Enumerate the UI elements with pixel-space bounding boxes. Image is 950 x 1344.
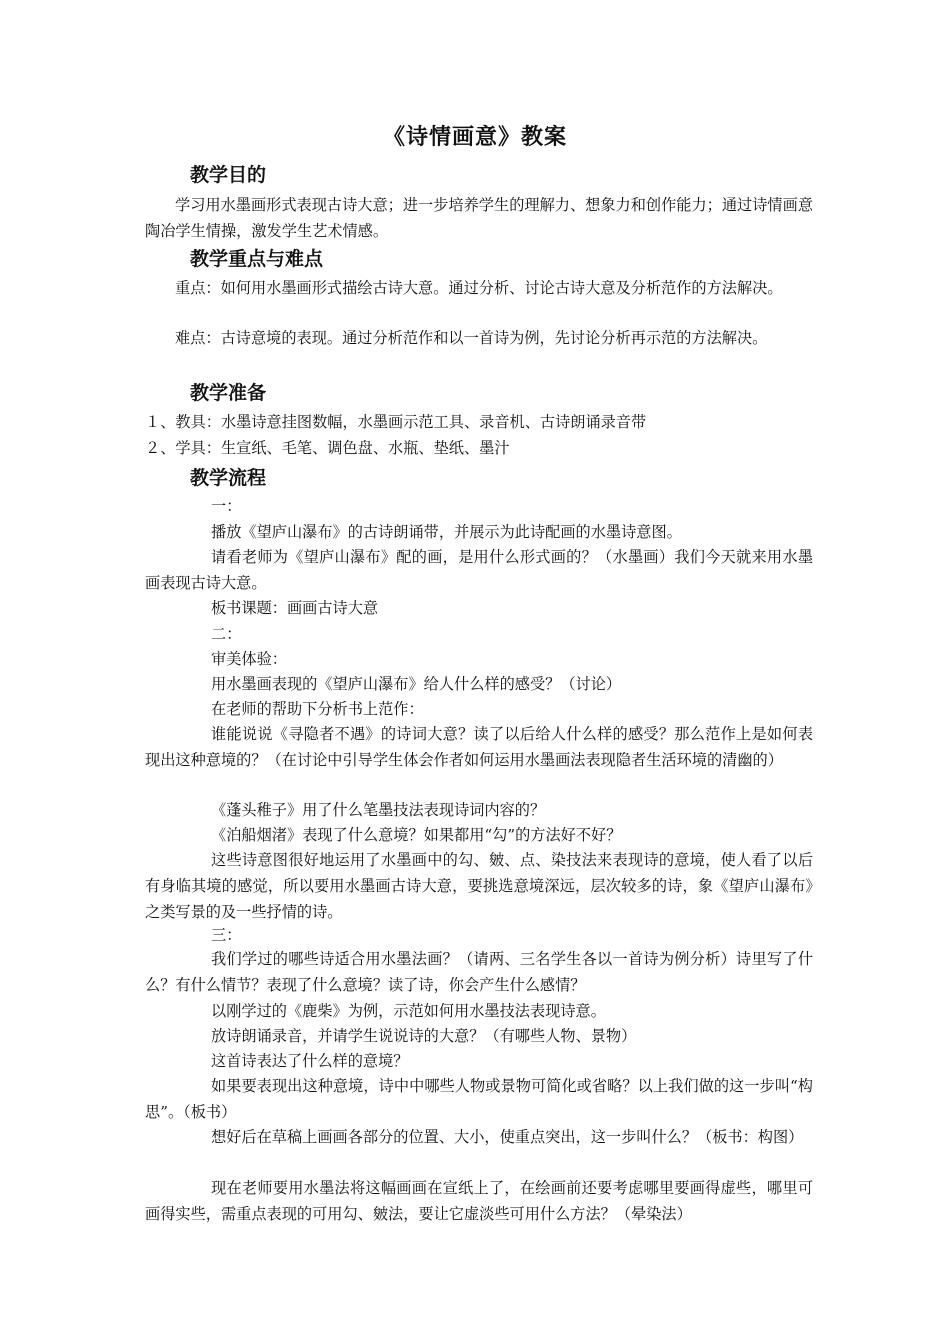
flow-paragraph: 想好后在草稿上画画各部分的位置、大小，使重点突出，这一步叫什么？（板书：构图） — [211, 1128, 804, 1146]
flow-paragraph: 这些诗意图很好地运用了水墨画中的勾、皴、点、染技法来表现诗的意境，使人看了以后有身临其境的感觉，所以要用水墨画古诗大意，要挑选意境深远，层次较多的诗，象《望庐山瀑布》之类写景的及一些抒情的诗。 — [145, 851, 813, 921]
flow-paragraph: 用水墨画表现的《望庐山瀑布》给人什么样的感受？（讨论） — [211, 675, 622, 693]
focus-text: 重点：如何用水墨画形式描绘古诗大意。通过分析、讨论古诗大意及分析范作的方法解决。 — [175, 279, 783, 297]
document-title: 《诗情画意》教案 — [382, 125, 567, 150]
flow-paragraph: 请看老师为《望庐山瀑布》配的画，是用什么形式画的？（水墨画）我们今天就来用水墨画表现古诗大意。 — [145, 548, 813, 592]
flow-paragraph: 这首诗表达了什么样的意境？ — [211, 1052, 409, 1070]
heading-teaching-goal: 教学目的 — [190, 164, 267, 186]
flow-paragraph: 以刚学过的《鹿柴》为例，示范如何用水墨技法表现诗意。 — [211, 1002, 606, 1020]
flow-step-1-label: 一： — [211, 497, 242, 515]
difficulty-text: 难点：古诗意境的表现。通过分析范作和以一首诗为例，先讨论分析再示范的方法解决。 — [175, 329, 768, 347]
flow-paragraph: 如果要表现出这种意境，诗中中哪些人物或景物可简化或省略？以上我们做的这一步叫“构思”。（板书） — [145, 1077, 813, 1121]
flow-paragraph: 我们学过的哪些诗适合用水墨法画？（请两、三名学生各以一首诗为例分析）诗里写了什么？有什么情节？表现了什么意境？读了诗，你会产生什么感情？ — [145, 950, 813, 994]
flow-paragraph: 播放《望庐山瀑布》的古诗朗诵带，并展示为此诗配画的水墨诗意图。 — [211, 523, 682, 541]
flow-step-3-label: 三： — [211, 926, 242, 944]
heading-teaching-flow: 教学流程 — [190, 467, 267, 489]
heading-preparation: 教学准备 — [190, 382, 267, 404]
heading-key-points: 教学重点与难点 — [190, 248, 324, 270]
prep-item-teacher: １、教具：水墨诗意挂图数幅，水墨画示范工具、录音机、古诗朗诵录音带 — [145, 413, 647, 431]
flow-paragraph: 谁能说说《寻隐者不遇》的诗词大意？读了以后给人什么样的感受？那么范作上是如何表现出这种意境的？（在讨论中引导学生体会作者如何运用水墨画法表现隐者生活环境的清幽的） — [145, 725, 813, 769]
goal-text: 学习用水墨画形式表现古诗大意；进一步培养学生的理解力、想象力和创作能力；通过诗情画意陶冶学生情操，激发学生艺术情感。 — [145, 196, 813, 240]
flow-paragraph: 放诗朗诵录音，并请学生说说诗的大意？（有哪些人物、景物） — [211, 1027, 637, 1045]
flow-paragraph: 现在老师要用水墨法将这幅画画在宣纸上了，在绘画前还要考虑哪里要画得虚些，哪里可画得实些，需重点表现的可用勾、皴法，要让它虚淡些可用什么方法？（晕染法） — [145, 1179, 813, 1223]
flow-step-2-label: 二： — [211, 625, 242, 643]
flow-paragraph: 《蓬头稚子》用了什么笔墨技法表现诗词内容的？ — [211, 801, 546, 819]
flow-paragraph: 板书课题：画画古诗大意 — [211, 599, 379, 617]
flow-paragraph: 审美体验： — [211, 650, 287, 668]
prep-item-student: ２、学具：生宣纸、毛笔、调色盘、水瓶、垫纸、墨汁 — [145, 439, 510, 457]
flow-paragraph: 在老师的帮助下分析书上范作： — [211, 700, 424, 718]
flow-paragraph: 《泊船烟渚》表现了什么意境？如果都用“勾”的方法好不好？ — [211, 826, 622, 844]
